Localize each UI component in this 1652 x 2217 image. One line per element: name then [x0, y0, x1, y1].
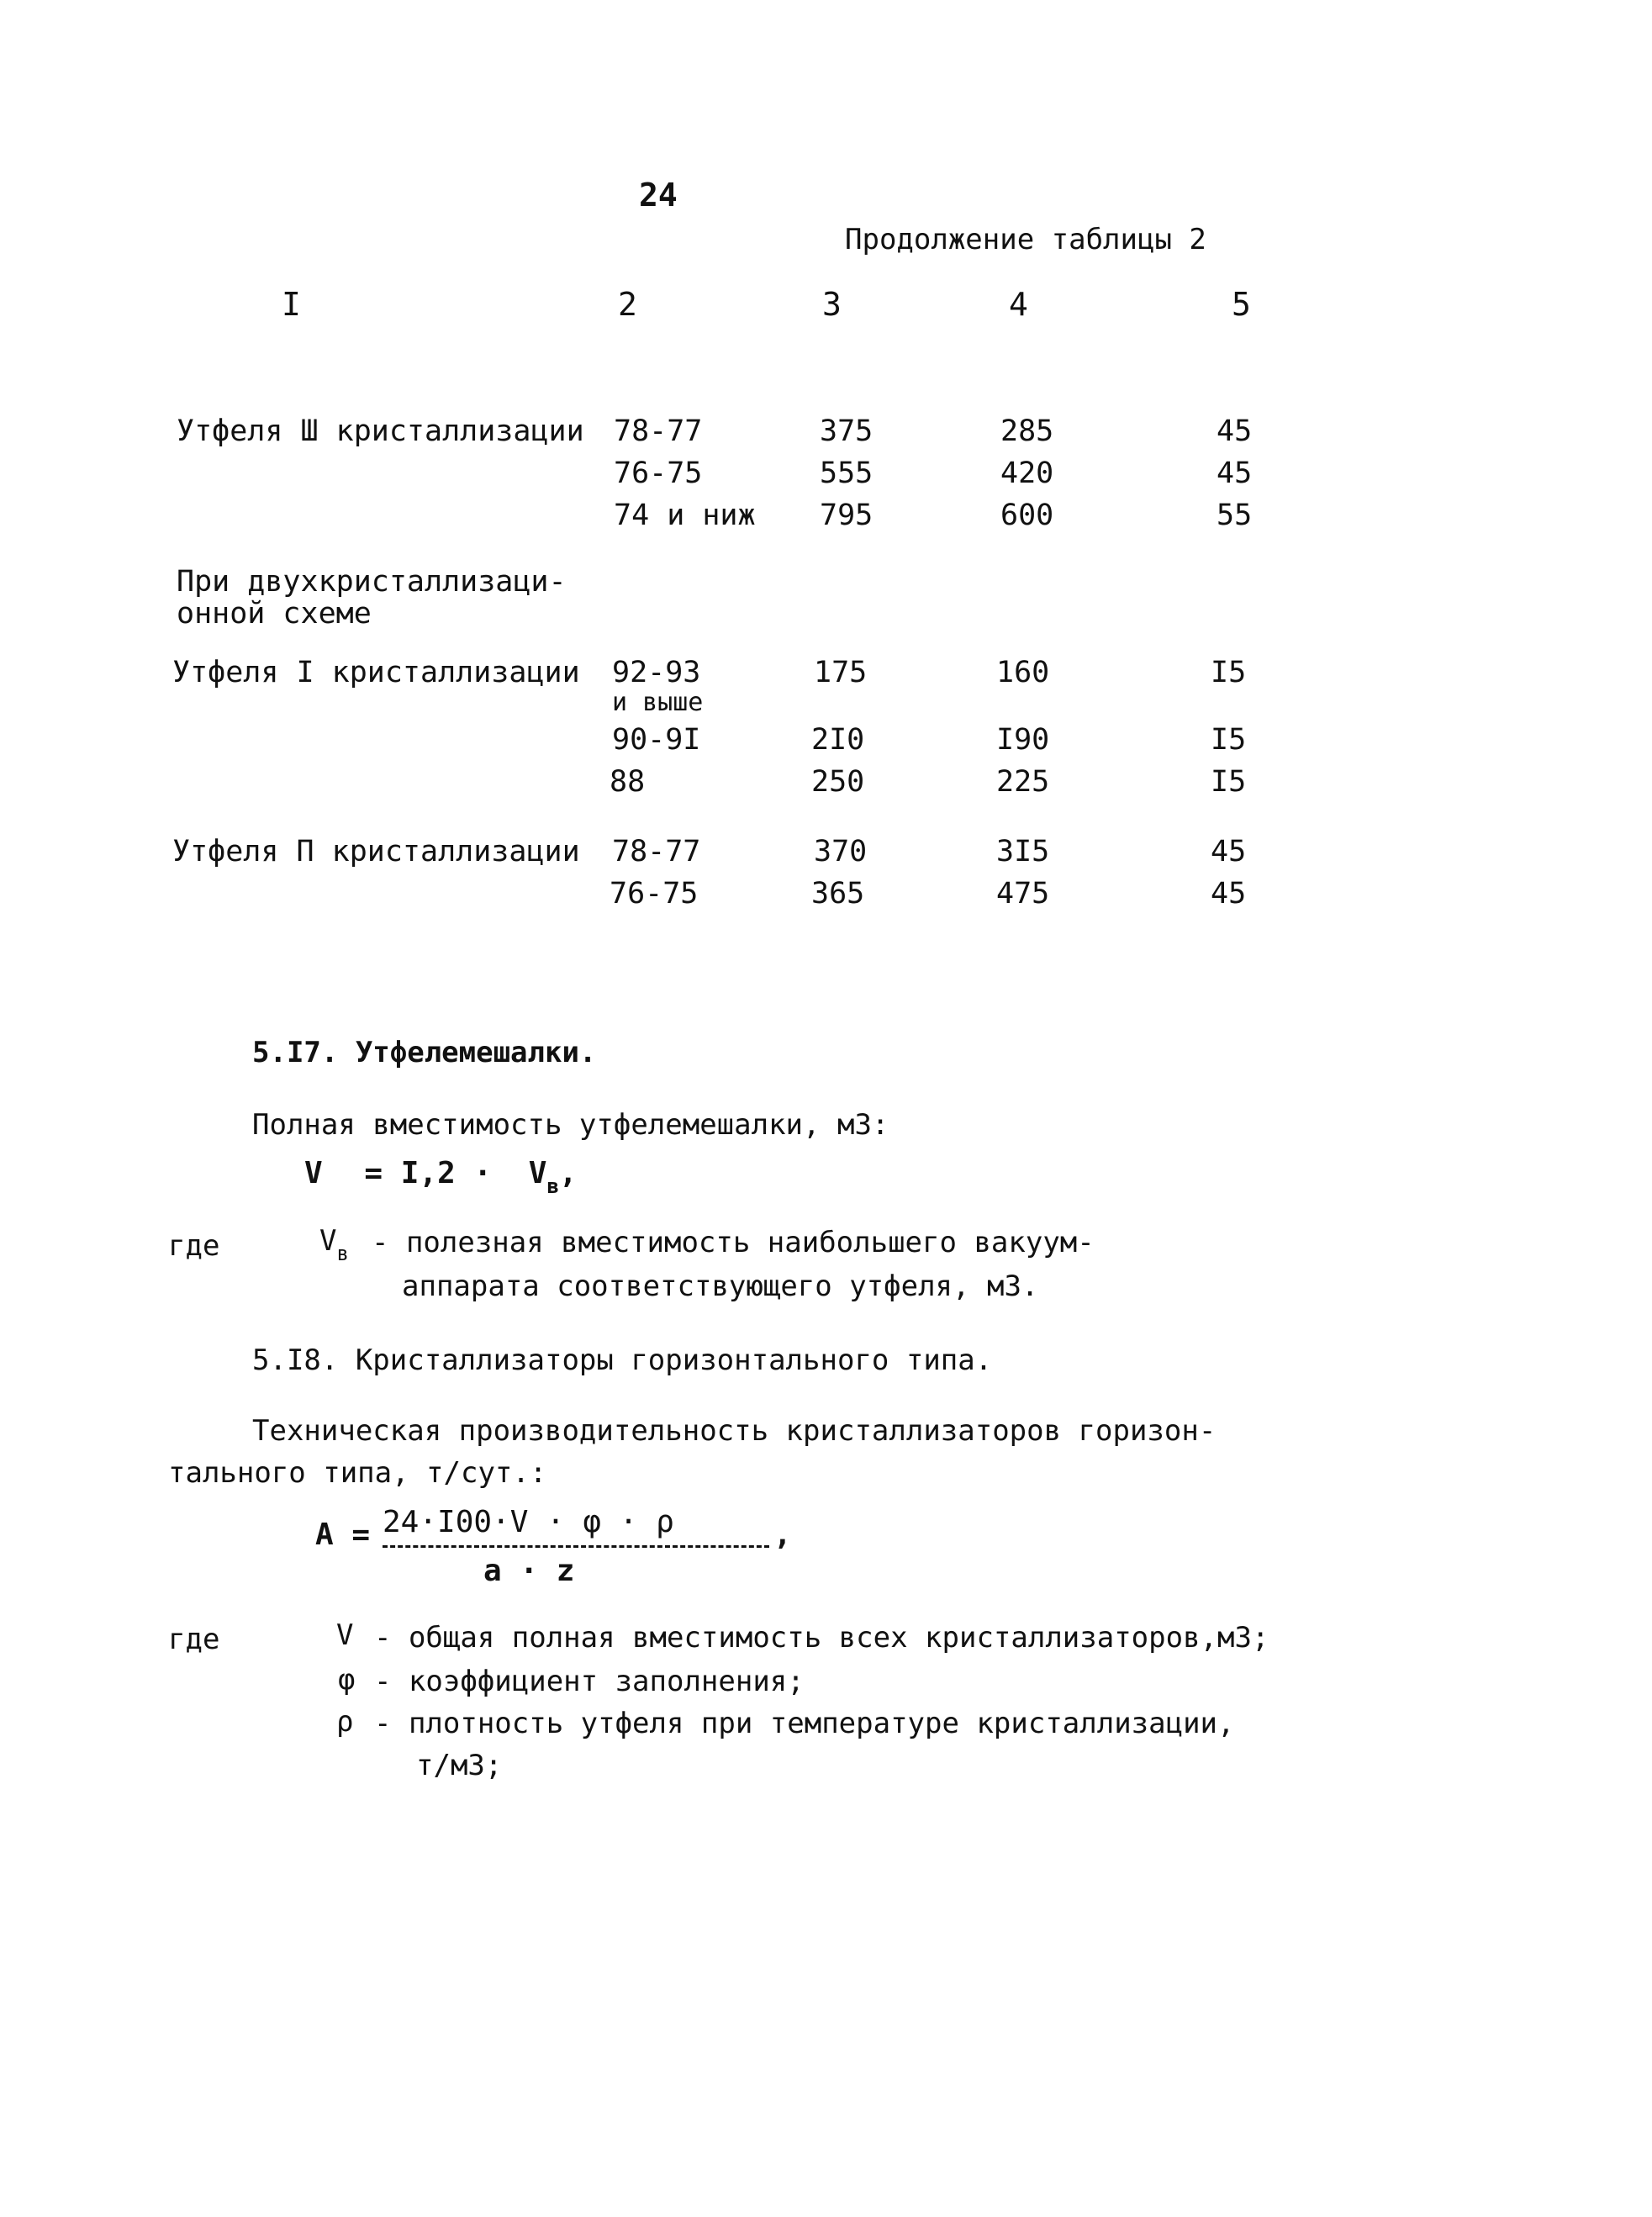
section-heading: 5.I7. Утфелемешалки. [252, 1036, 597, 1069]
cell-col4: 475 [996, 877, 1050, 911]
cell-col5: 45 [1211, 835, 1247, 868]
section-heading: 5.I8. Кристаллизаторы горизонтального типа. [252, 1343, 993, 1377]
formula-operator: = I,2 · [364, 1156, 493, 1190]
cell-col4: 600 [1000, 499, 1054, 532]
where-label: где [168, 1623, 220, 1656]
symbol: V [319, 1224, 337, 1258]
cell-temperature: 78-77 [612, 835, 701, 868]
cell-col4: 160 [996, 656, 1050, 689]
cell-temperature: 78-77 [614, 414, 703, 448]
cell-col5: I5 [1211, 723, 1247, 757]
formula-denominator: a · z [483, 1554, 575, 1588]
cell-col3: 555 [820, 457, 874, 490]
cell-temperature-note: и выше [612, 688, 704, 717]
cell-col5: 45 [1217, 414, 1253, 448]
definition-text: - коэффициент заполнения; [374, 1665, 805, 1698]
cell-col5: I5 [1211, 765, 1247, 799]
cell-col3: 365 [811, 877, 865, 911]
formula-lhs: A = [315, 1518, 371, 1552]
cell-col5: 45 [1217, 457, 1253, 490]
cell-col5: 55 [1217, 499, 1253, 532]
fraction-bar [383, 1545, 769, 1548]
row-label: Утфеля Ш кристаллизации [177, 414, 584, 448]
definition-symbol [319, 1224, 349, 1265]
section-label: При двухкристаллизаци- [177, 565, 567, 599]
paragraph: Техническая производительность кристаллизаторов горизон- [252, 1414, 1217, 1448]
cell-col3: 795 [820, 499, 874, 532]
cell-temperature: 92-93 [612, 656, 701, 689]
paragraph: Полная вместимость утфелемешалки, м3: [252, 1108, 889, 1142]
formula-symbol: V [528, 1156, 547, 1190]
cell-col4: 3I5 [996, 835, 1050, 868]
cell-col5: 45 [1211, 877, 1247, 911]
definition-text-continued: аппарата соответствующего утфеля, м3. [402, 1269, 1039, 1303]
section-label-continued: онной схеме [177, 597, 372, 631]
cell-col3: 2I0 [811, 723, 865, 757]
definition-symbol: V [336, 1618, 354, 1652]
paragraph-continued: тального типа, т/сут.: [168, 1456, 547, 1490]
cell-col5: I5 [1211, 656, 1247, 689]
cell-col3: 375 [820, 414, 874, 448]
formula-punctuation: , [558, 1156, 578, 1190]
cell-col4: 225 [996, 765, 1050, 799]
cell-temperature: 90-9I [612, 723, 701, 757]
definition-symbol: ρ [336, 1705, 354, 1739]
formula-punctuation: , [773, 1518, 792, 1552]
cell-temperature: 74 и ниж [614, 499, 756, 532]
cell-col3: 175 [814, 656, 868, 689]
table-continuation-label: Продолжение таблицы 2 [845, 223, 1206, 256]
column-header-3: 3 [822, 286, 842, 323]
cell-col3: 250 [811, 765, 865, 799]
definition-text: - полезная вместимость наибольшего вакуум- [372, 1226, 1095, 1259]
column-header-2: 2 [618, 286, 637, 323]
cell-col4: I90 [996, 723, 1050, 757]
page-number: 24 [639, 177, 678, 214]
definition-text: - плотность утфеля при температуре кристаллизации, [374, 1707, 1235, 1740]
formula-numerator: 24·I00·V · φ · ρ [383, 1505, 674, 1539]
row-label: Утфеля I кристаллизации [172, 656, 580, 689]
cell-col4: 285 [1000, 414, 1054, 448]
formula-symbol: V [304, 1156, 323, 1190]
cell-col3: 370 [814, 835, 868, 868]
cell-temperature: 88 [610, 765, 646, 799]
definition-symbol: φ [338, 1663, 356, 1697]
formula-subscript: в [546, 1174, 559, 1198]
column-header-5: 5 [1232, 286, 1251, 323]
definition-text-continued: т/м3; [416, 1749, 503, 1782]
column-header-4: 4 [1009, 286, 1028, 323]
formula-volume [304, 1156, 578, 1198]
where-label: где [168, 1229, 220, 1263]
symbol-subscript: в [336, 1242, 349, 1265]
definition-text: - общая полная вместимость всех кристаллизаторов,м3; [374, 1621, 1269, 1655]
row-label: Утфеля П кристаллизации [172, 835, 580, 868]
column-header-1: I [282, 286, 301, 323]
cell-temperature: 76-75 [610, 877, 699, 911]
cell-temperature: 76-75 [614, 457, 703, 490]
cell-col4: 420 [1000, 457, 1054, 490]
